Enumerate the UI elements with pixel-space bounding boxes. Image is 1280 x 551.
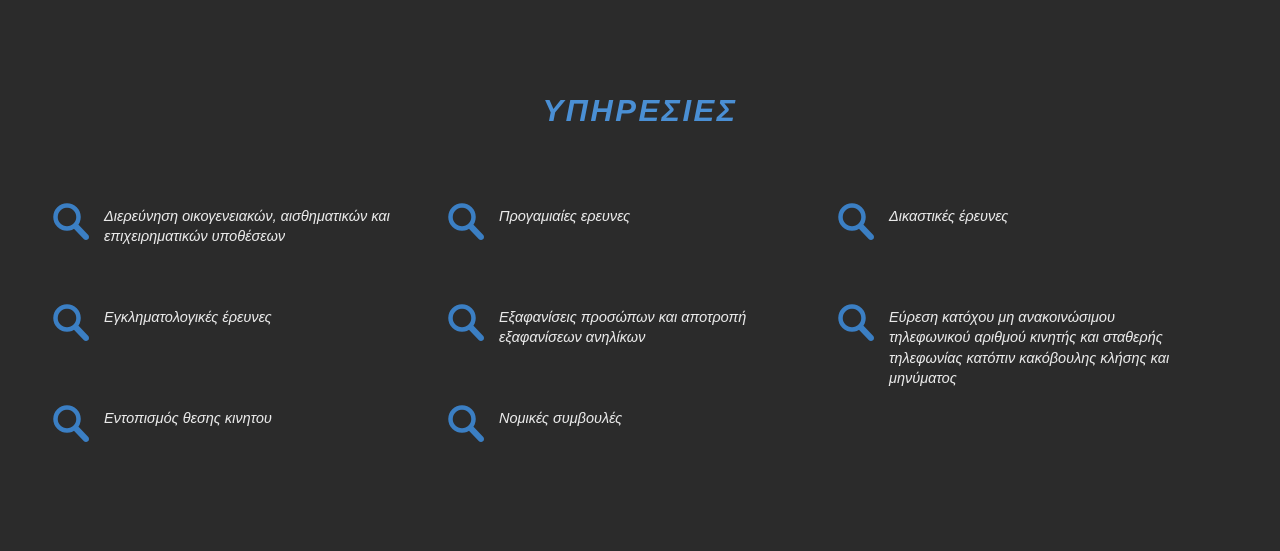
list-item[interactable] — [443, 196, 833, 297]
magnifier-icon — [48, 200, 92, 244]
magnifier-icon — [833, 301, 877, 345]
services-column-1 — [48, 196, 443, 499]
list-item-label: Εγκληματολογικές έρευνες — [104, 309, 272, 326]
list-item-label: Εξαφανίσεις προσώπων και αποτροπή εξαφανίσεων ανηλίκων — [499, 309, 747, 347]
list-item-label: Νομικές συμβουλές — [499, 410, 623, 427]
magnifier-icon — [833, 200, 877, 244]
list-item-label: Εύρεση κατόχου μη ανακοινώσιμου τηλεφωνικού αριθμού κινητής και σταθερής τηλεφωνίας κατόπιν κακόβουλης κλήσης και μηνύματος — [889, 309, 1170, 388]
list-item-label: Δικαστικές έρευνες — [889, 208, 1009, 225]
services-section — [0, 21, 1280, 551]
magnifier-icon — [443, 301, 487, 345]
magnifier-icon — [48, 301, 92, 345]
list-item-label: Προγαμιαίες ερευνες — [499, 208, 631, 225]
magnifier-icon — [48, 402, 92, 446]
list-item-label: Εντοπισμός θεσης κινητου — [104, 410, 272, 427]
list-item[interactable] — [443, 297, 833, 398]
page-title: ΥΠΗΡΕΣΙΕΣ — [542, 92, 738, 128]
list-item[interactable] — [48, 297, 443, 398]
magnifier-icon — [443, 402, 487, 446]
list-item[interactable] — [833, 196, 1228, 297]
magnifier-icon — [443, 200, 487, 244]
services-grid — [0, 150, 1280, 499]
list-item[interactable] — [48, 196, 443, 297]
list-item-label: Διερεύνηση οικογενειακών, αισθηματικών και επιχειρηματικών υποθέσεων — [104, 208, 390, 246]
list-item[interactable] — [443, 398, 833, 499]
services-column-3 — [833, 196, 1228, 499]
list-item[interactable] — [48, 398, 443, 499]
services-column-2 — [443, 196, 833, 499]
list-item[interactable] — [833, 297, 1228, 398]
